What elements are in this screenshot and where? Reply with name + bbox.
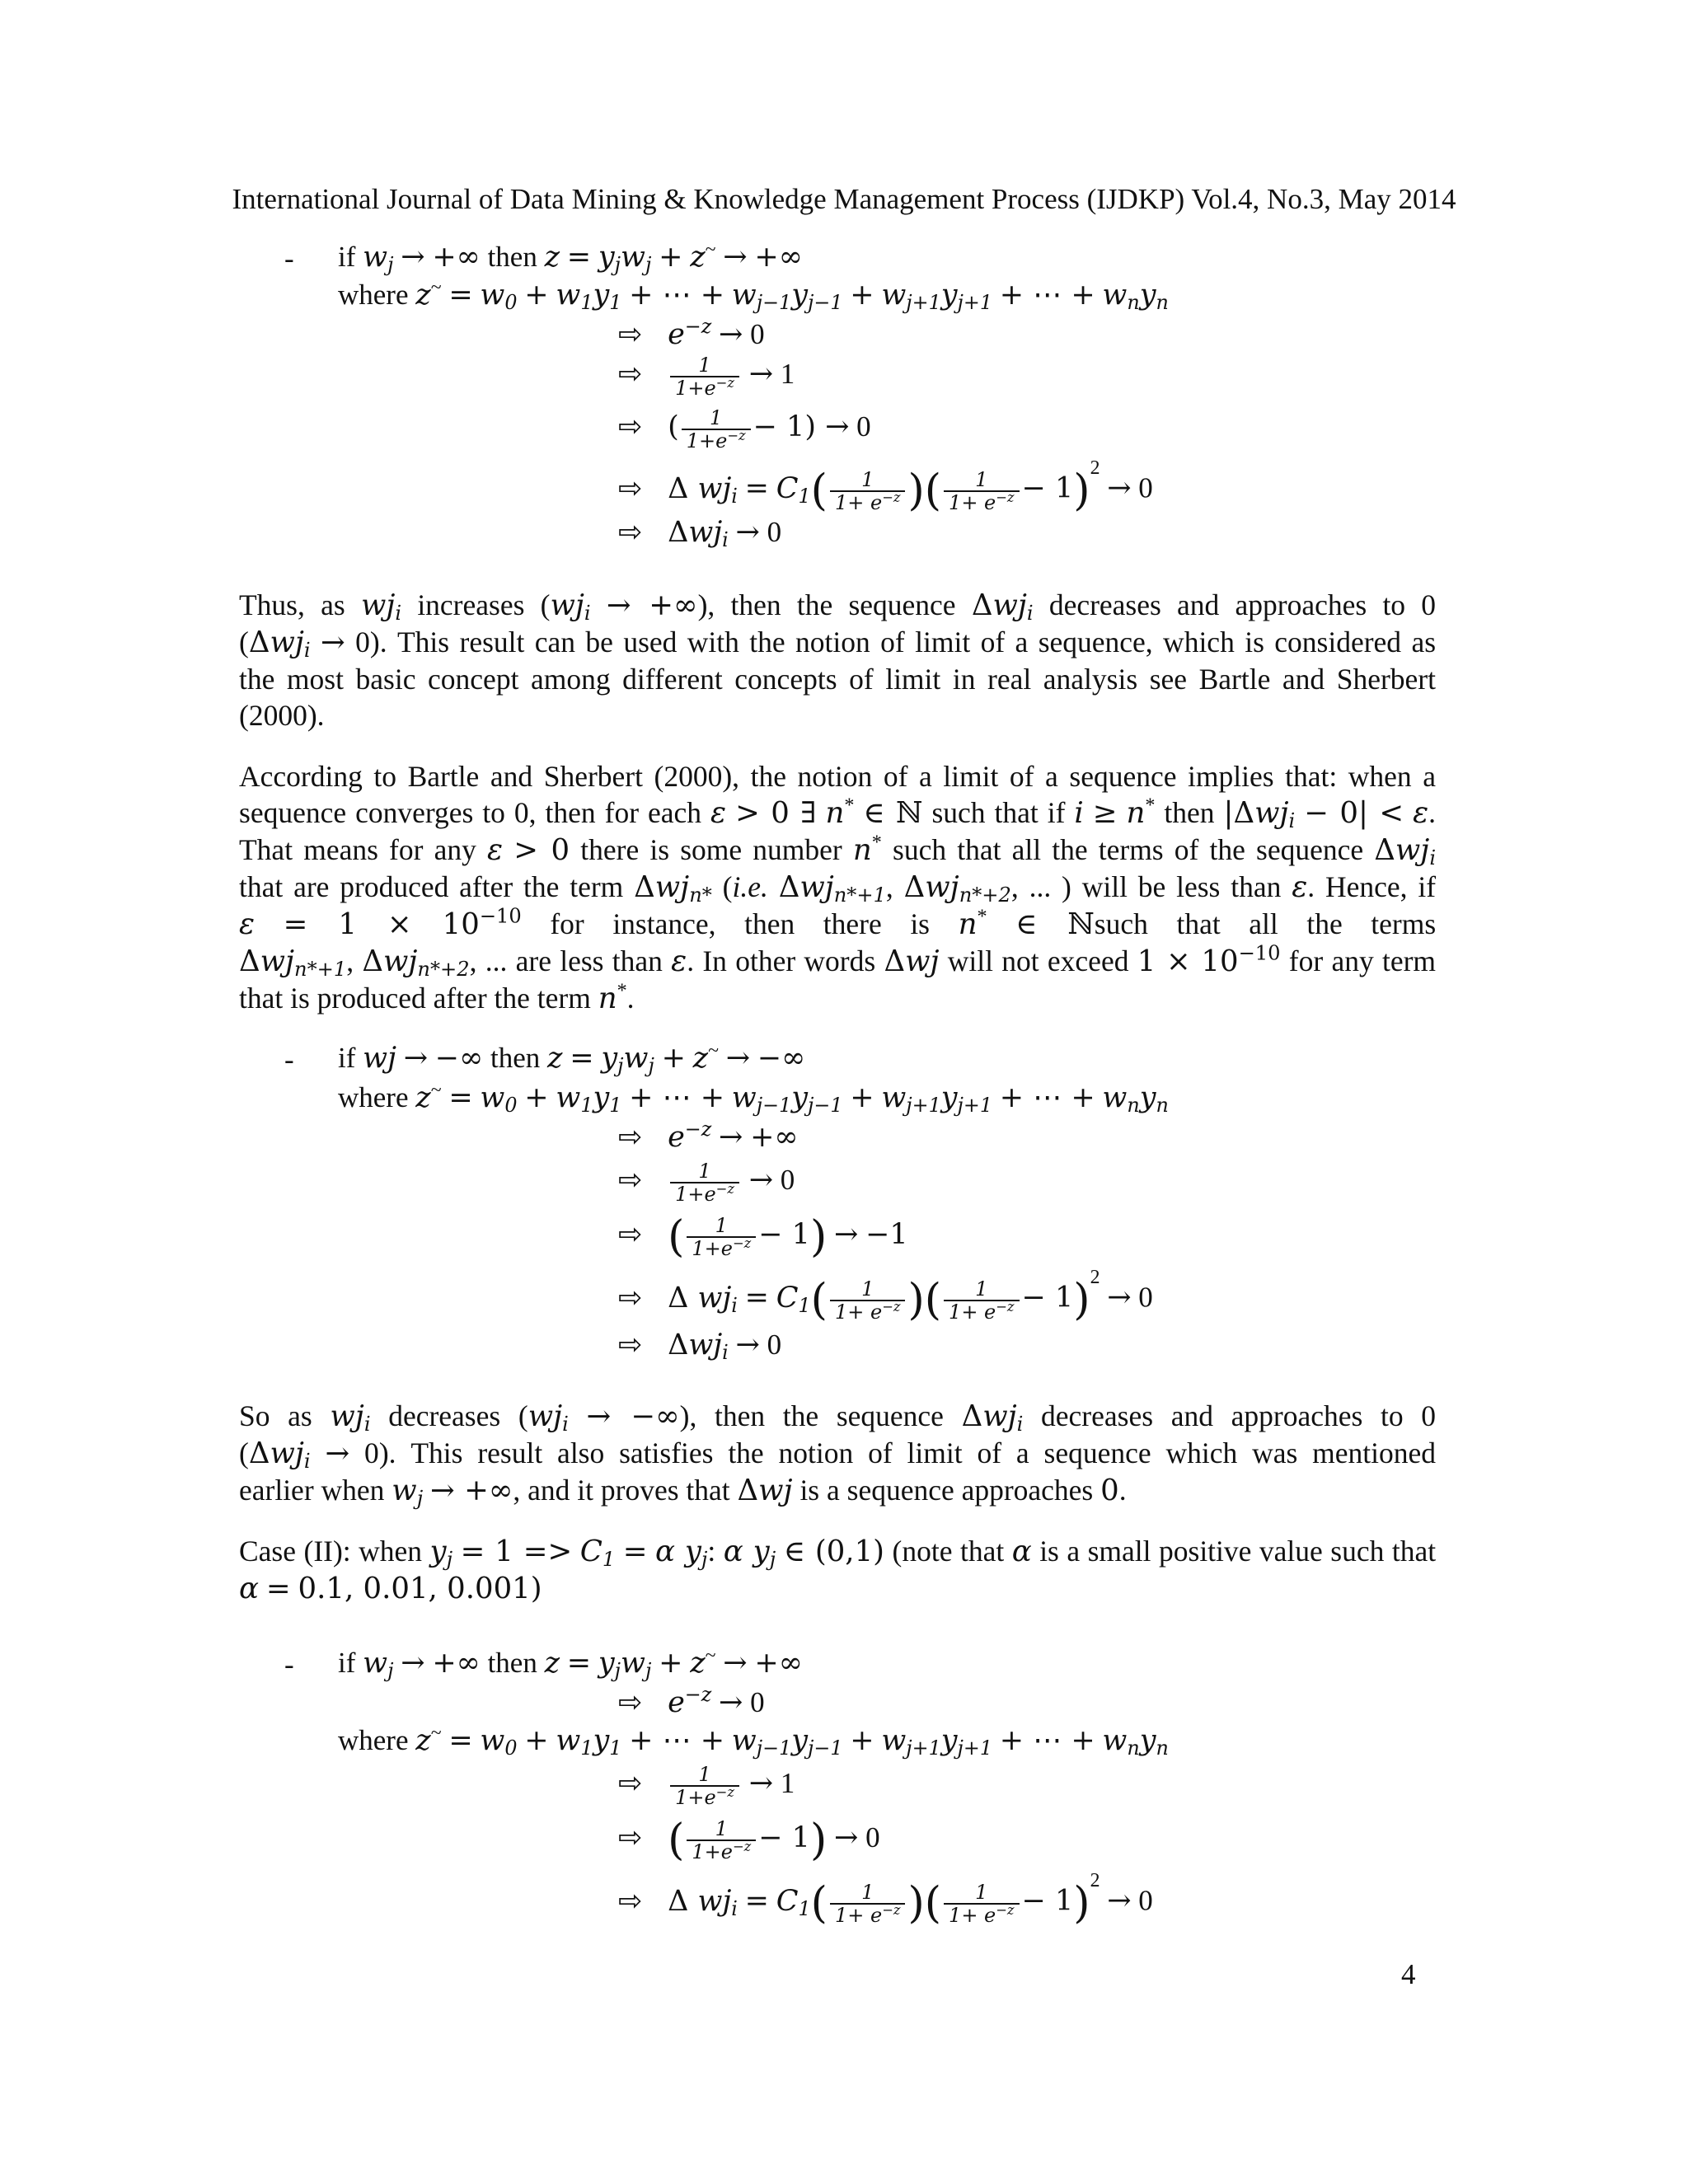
eq2-step-3: ⇨ ( $\frac{1}{1+e^{-z}}$ − 1) → −1 (618, 1212, 908, 1262)
eq3-step-1: ⇨ $e^{-z} \to 0$ (618, 1682, 765, 1719)
p3-line-3: earlier when $w_j$ → +∞, and it proves that Δwj is a sequence approaches 0. (239, 1474, 1127, 1511)
implies-arrow-icon: ⇨ (618, 471, 643, 505)
p2-line-5: $\varepsilon = 1 \times 10^{-10}$ for instance, then there is n* ∈ ℕsuch that all the terms (239, 904, 1437, 941)
p2-line-7: that is produced after the term n*. (239, 979, 635, 1015)
word-if: if (338, 241, 356, 273)
eq1-where-line: where $z^\sim = w_0 + w_1y_1$ + ⋯ + $w_{j-1}y_{j-1} + w_{j+1}y_{j+1}$ + ⋯ + $w_ny_n$ (338, 276, 1169, 314)
implies-arrow-icon: ⇨ (618, 1164, 643, 1197)
implies-arrow-icon: ⇨ (618, 1218, 643, 1252)
eq1-if-line: if $w_j$ → +∞ then $z = y_jw_j + z^\sim$ → +∞ (338, 238, 803, 276)
eq2-step-4: ⇨ Δ $wj_i = C_1$( $\frac{1}{1+ e^{-z}}$ )( $\frac{1}{1+ e^{-z}}$ − 1)$^2$ → 0 (618, 1267, 1153, 1325)
p1-line-3: the most basic concept among different concepts of limit in real analysis see Bartle and Sherbert (239, 663, 1436, 696)
paragraph-3 (239, 1398, 1436, 1509)
eq1-step-2: ⇨ $\frac{1}{1+e^{-z}}$ → 1 (618, 354, 795, 400)
implies-arrow-icon: ⇨ (618, 1281, 643, 1315)
page-number: 4 (1401, 1958, 1416, 1990)
p1-line-1: Thus, as $wj_i$ increases ($wj_i$ → +∞), then the sequence Δwj$_i$ decreases and approaches to 0 (239, 588, 1437, 626)
eq2-step-5: ⇨ Δwj$_i$ → 0 (618, 1329, 782, 1364)
eq3-step-4: ⇨ Δ $wj_i = C_1$( $\frac{1}{1+ e^{-z}}$ )( $\frac{1}{1+ e^{-z}}$ − 1)$^2$ → 0 (618, 1870, 1153, 1929)
p1-line-2: (Δwj$_i$ → 0). This result can be used with the notion of limit of a sequence, which is considered as (239, 626, 1437, 663)
implies-arrow-icon: ⇨ (618, 1884, 643, 1918)
eq1-step-1: ⇨ $e^{-z} \to 0$ (618, 314, 765, 351)
eq3-step-3: ⇨ ( $\frac{1}{1+e^{-z}}$ − 1) → 0 (618, 1816, 880, 1865)
eq1-step-3: ⇨ ( $\frac{1}{1+e^{-z}}$ − 1) → 0 (618, 406, 871, 452)
eq2-step-1: ⇨ $e^{-z}$ → +∞ (618, 1117, 799, 1154)
bullet-2: - (284, 1043, 294, 1076)
eq2-where-line: where $z^\sim = w_0 + w_1y_1$ + ⋯ + $w_{j-1}y_{j-1} + w_{j+1}y_{j+1}$ + ⋯ + $w_ny_n$ (338, 1079, 1169, 1117)
word-where: where (338, 279, 409, 311)
implies-arrow-icon: ⇨ (618, 1686, 643, 1719)
implies-arrow-icon: ⇨ (618, 1821, 643, 1855)
p4-line-2: α = 0.1, 0.01, 0.001) (239, 1572, 542, 1605)
paragraph-1 (239, 587, 1436, 733)
journal-header: International Journal of Data Mining & Knowledge Management Process (IJDKP) Vol.4, No.3, May 2014 (232, 183, 1456, 215)
bullet-1: - (284, 242, 294, 274)
bullet-3: - (284, 1648, 294, 1680)
eq3-step-2: ⇨ $\frac{1}{1+e^{-z}}$ → 1 (618, 1763, 795, 1809)
p2-line-3: That means for any ε > 0 there is some number n* such that all the terms of the sequence Δwj$_i$ (239, 831, 1437, 870)
implies-arrow-icon: ⇨ (618, 1329, 643, 1361)
paragraph-4 (239, 1533, 1436, 1607)
implies-arrow-icon: ⇨ (618, 410, 643, 444)
implies-arrow-icon: ⇨ (618, 1121, 643, 1154)
implies-arrow-icon: ⇨ (618, 1767, 643, 1801)
eq1-step-4: ⇨ Δ $wj_i = C_1$( $\frac{1}{1+ e^{-z}}$ )( $\frac{1}{1+ e^{-z}}$ − 1)$^2$ → 0 (618, 457, 1153, 516)
implies-arrow-icon: ⇨ (618, 516, 643, 549)
paragraph-2 (239, 758, 1436, 1017)
eq2-if-line: if wj → −∞ then $z = y_jw_j + z^\sim$ → −∞ (338, 1039, 806, 1077)
eq3-where-line: where $z^\sim = w_0 + w_1y_1$ + ⋯ + $w_{j-1}y_{j-1} + w_{j+1}y_{j+1}$ + ⋯ + $w_ny_n$ (338, 1722, 1169, 1760)
p2-line-2: sequence converges to 0, then for each ε > 0 ∃ n* ∈ ℕ such that if i ≥ n* then |Δwj$_i$ − 0| < ε. (239, 794, 1436, 833)
p2-line-4: that are produced after the term Δwj$_{n*}$ (i.e. Δwj$_{n*+1}$, Δwj$_{n*+2}$, ... ) will be less than ε. Hence, if (239, 870, 1437, 907)
eq1-step-5: ⇨ Δwj$_i$ → 0 (618, 516, 782, 551)
p3-line-1: So as $wj_i$ decreases ($wj_i$ → −∞), then the sequence Δwj$_i$ decreases and approaches to 0 (239, 1399, 1436, 1436)
implies-arrow-icon: ⇨ (618, 318, 643, 351)
implies-arrow-icon: ⇨ (618, 358, 643, 391)
eq3-if-line: if $w_j$ → +∞ then $z = y_jw_j + z^\sim$ → +∞ (338, 1644, 803, 1682)
word-then: then (487, 241, 537, 273)
p2-line-1: According to Bartle and Sherbert (2000), the notion of a limit of a sequence implies that: when a (239, 760, 1436, 793)
p4-line-1: Case (II): when $y_j = 1 => C_1 = \alpha$ $y_j$: α $y_j$ ∈ (0,1) (note that α is a small positive value such that (239, 1535, 1437, 1572)
p2-line-6: Δwj$_{n*+1}$, Δwj$_{n*+2}$, ... are less than ε. In other words Δwj will not exceed $1 \times 10^{-10}$ for any term (239, 941, 1437, 982)
p3-line-2: (Δwj$_i$ → 0). This result also satisfies the notion of limit of a sequence which was mentioned (239, 1436, 1436, 1474)
p1-line-4: (2000). (239, 699, 325, 732)
eq2-step-2: ⇨ $\frac{1}{1+e^{-z}}$ → 0 (618, 1160, 795, 1206)
